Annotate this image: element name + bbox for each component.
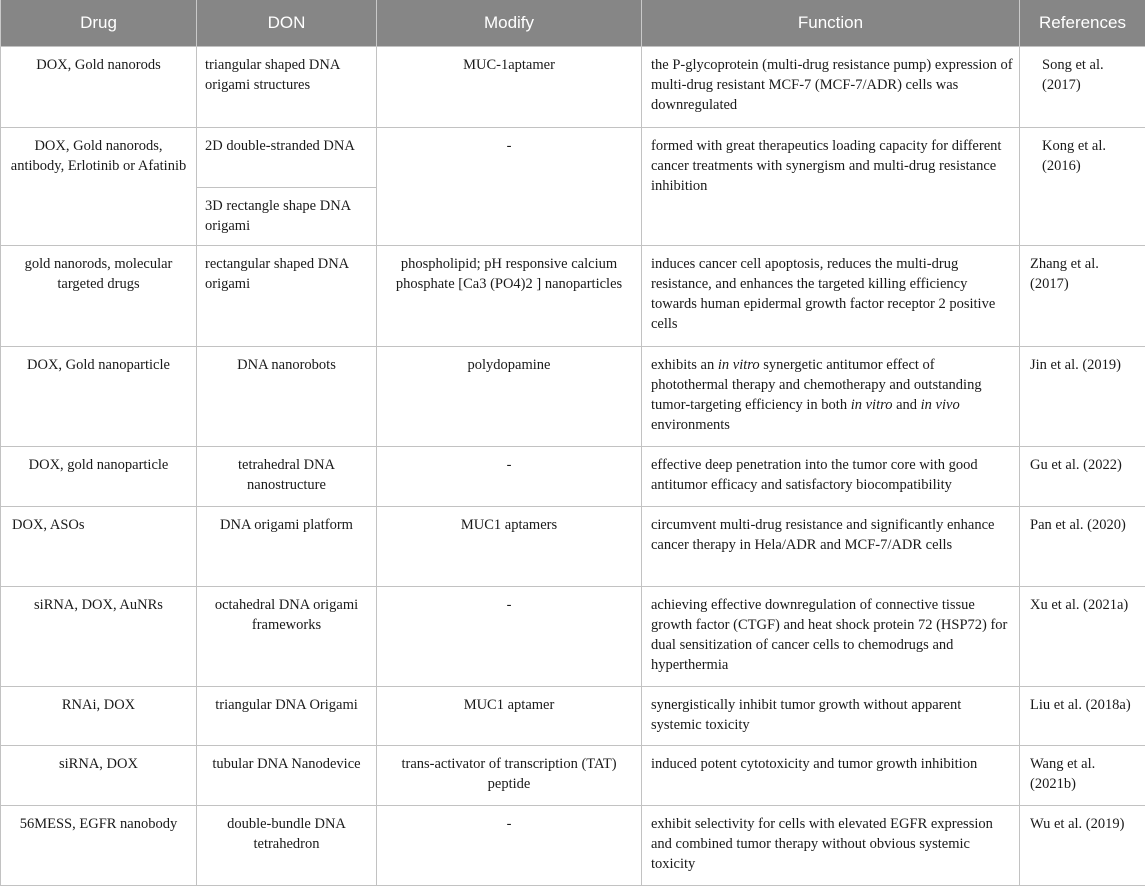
table-row: [1, 806, 1145, 886]
table-row: [1, 347, 1145, 447]
function-cell: induces cancer cell apoptosis, reduces the multi-drug resistance, and enhances the targeted killing efficiency towards human epidermal growth factor receptor 2 positive cells: [642, 246, 1020, 347]
modify-cell: -: [377, 128, 642, 246]
don-cell: octahedral DNA origami frameworks: [197, 587, 377, 687]
don-cell: DNA origami platform: [197, 507, 377, 587]
modify-cell: polydopamine: [377, 347, 642, 447]
table-row: [1, 587, 1145, 687]
function-text: synergetic antitumor effect of photothermal therapy and chemotherapy and outstanding tumor-targeting efficiency in both: [651, 357, 982, 413]
don-cell: triangular DNA Origami: [197, 687, 377, 746]
header-row: [1, 0, 1145, 47]
drug-cell: DOX, Gold nanorods, antibody, Erlotinib or Afatinib: [1, 128, 197, 246]
reference-cell: Gu et al. (2022): [1020, 447, 1145, 507]
function-italic-text: in vitro: [851, 397, 893, 413]
drug-cell: siRNA, DOX, AuNRs: [1, 587, 197, 687]
drug-cell: DOX, gold nanoparticle: [1, 447, 197, 507]
modify-cell: -: [377, 806, 642, 886]
reference-cell: Pan et al. (2020): [1020, 507, 1145, 587]
don-cell: double-bundle DNA tetrahedron: [197, 806, 377, 886]
reference-cell: Song et al. (2017): [1020, 47, 1145, 128]
don-cell: tetrahedral DNA nanostructure: [197, 447, 377, 507]
function-text: exhibits an: [651, 357, 718, 373]
reference-cell: Xu et al. (2021a): [1020, 587, 1145, 687]
header-don: DON: [197, 0, 377, 47]
reference-cell: Wu et al. (2019): [1020, 806, 1145, 886]
don-cell: tubular DNA Nanodevice: [197, 746, 377, 806]
function-cell: circumvent multi-drug resistance and significantly enhance cancer therapy in Hela/ADR and MCF-7/ADR cells: [642, 507, 1020, 587]
drug-cell: RNAi, DOX: [1, 687, 197, 746]
modify-cell: trans-activator of transcription (TAT) peptide: [377, 746, 642, 806]
drug-cell: gold nanorods, molecular targeted drugs: [1, 246, 197, 347]
function-cell: [642, 347, 1020, 447]
header-modify: Modify: [377, 0, 642, 47]
reference-cell: Jin et al. (2019): [1020, 347, 1145, 447]
table-row: [1, 687, 1145, 746]
table-row: [1, 507, 1145, 587]
function-cell: formed with great therapeutics loading capacity for different cancer treatments with synergism and multi-drug resistance inhibition: [642, 128, 1020, 246]
don-cell: rectangular shaped DNA origami: [197, 246, 377, 347]
header-references: References: [1020, 0, 1145, 47]
function-cell: synergistically inhibit tumor growth without apparent systemic toxicity: [642, 687, 1020, 746]
don-cell: DNA nanorobots: [197, 347, 377, 447]
modify-cell: MUC-1aptamer: [377, 47, 642, 128]
don-cell: 2D double-stranded DNA: [197, 128, 377, 188]
modify-cell: phospholipid; pH responsive calcium phosphate [Ca3 (PO4)2 ] nanoparticles: [377, 246, 642, 347]
header-function: Function: [642, 0, 1020, 47]
don-cell: triangular shaped DNA origami structures: [197, 47, 377, 128]
function-cell: effective deep penetration into the tumor core with good antitumor efficacy and satisfactory biocompatibility: [642, 447, 1020, 507]
function-cell: the P-glycoprotein (multi-drug resistance pump) expression of multi-drug resistant MCF-7 (MCF-7/ADR) cells was downregulated: [642, 47, 1020, 128]
function-cell: induced potent cytotoxicity and tumor growth inhibition: [642, 746, 1020, 806]
drug-cell: DOX, Gold nanorods: [1, 47, 197, 128]
reference-cell: Kong et al. (2016): [1020, 128, 1145, 246]
table-row: [1, 128, 1145, 188]
function-italic-text: in vivo: [921, 397, 960, 413]
function-cell: achieving effective downregulation of connective tissue growth factor (CTGF) and heat shock protein 72 (HSP72) for dual sensitization of cancer cells to chemodrugs and hyperthermia: [642, 587, 1020, 687]
table-row: [1, 447, 1145, 507]
function-text: environments: [651, 417, 730, 433]
reference-cell: Zhang et al. (2017): [1020, 246, 1145, 347]
don-cell-secondary: 3D rectangle shape DNA origami: [197, 188, 377, 246]
reference-cell: Liu et al. (2018a): [1020, 687, 1145, 746]
function-italic-text: in vitro: [718, 357, 760, 373]
reference-cell: Wang et al. (2021b): [1020, 746, 1145, 806]
drug-cell: siRNA, DOX: [1, 746, 197, 806]
table-row: [1, 746, 1145, 806]
table-row: [1, 246, 1145, 347]
drug-cell: 56MESS, EGFR nanobody: [1, 806, 197, 886]
function-cell: exhibit selectivity for cells with elevated EGFR expression and combined tumor therapy without obvious systemic toxicity: [642, 806, 1020, 886]
modify-cell: MUC1 aptamers: [377, 507, 642, 587]
modify-cell: -: [377, 447, 642, 507]
modify-cell: MUC1 aptamer: [377, 687, 642, 746]
drug-cell: DOX, ASOs: [1, 507, 197, 587]
table-row: [1, 47, 1145, 128]
function-text: and: [892, 397, 920, 413]
drug-cell: DOX, Gold nanoparticle: [1, 347, 197, 447]
modify-cell: -: [377, 587, 642, 687]
header-drug: Drug: [1, 0, 197, 47]
